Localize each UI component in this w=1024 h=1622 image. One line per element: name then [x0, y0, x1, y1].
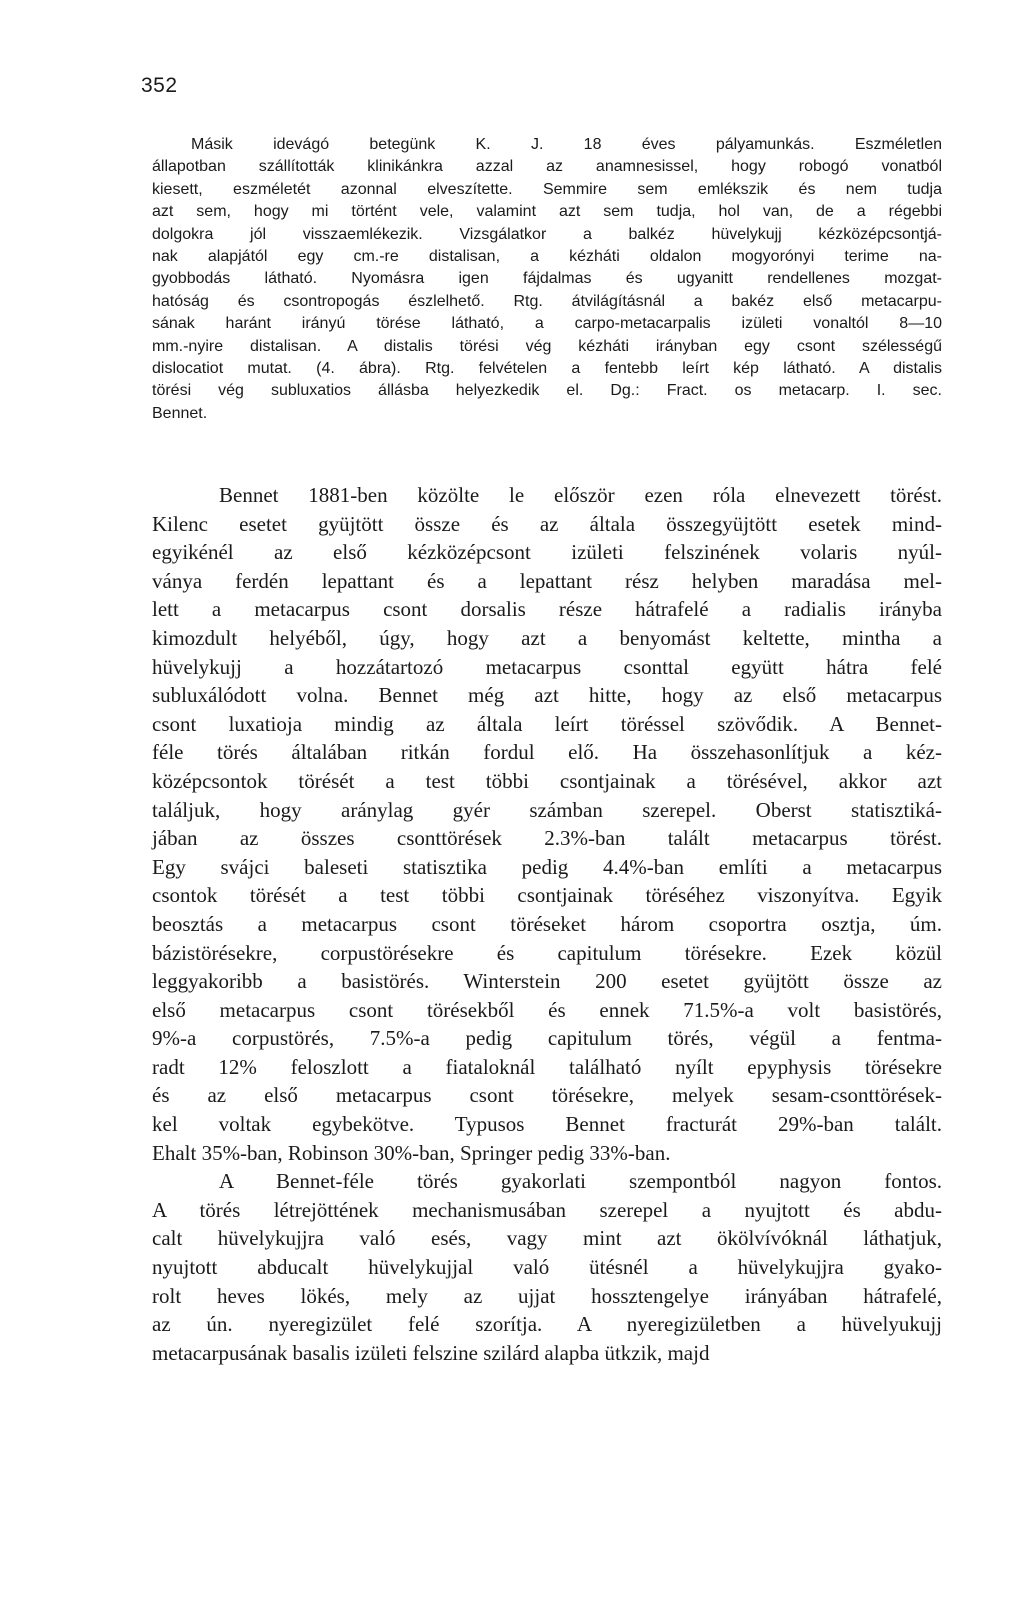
- paragraph-line: az ún. nyeregizület felé szorítja. A nyeregizületben a hüvelyukujj: [152, 1312, 942, 1337]
- case-report-line: gyobbodás látható. Nyomásra igen fájdalmas és ugyanitt rendellenes mozgat-: [152, 270, 942, 288]
- paragraph-line: subluxálódott volna. Bennet még azt hitte, hogy az első metacarpus: [152, 683, 942, 708]
- paragraph-line: ványa ferdén lepattant és a lepattant rész helyben maradása mel-: [152, 568, 942, 593]
- paragraph-line: radt 12% feloszlott a fiataloknál található nyílt epyphysis törésekre: [152, 1054, 942, 1079]
- paragraph-line: hüvelykujj a hozzátartozó metacarpus csonttal együtt hátra felé: [152, 654, 942, 679]
- case-report: [152, 134, 942, 425]
- paragraph-line: és az első metacarpus csont törésekre, melyek sesam-csonttörések-: [152, 1083, 942, 1108]
- case-report-line: kiesett, eszméletét azonnal elveszítette. Semmire sem emlékszik és nem tudja: [152, 180, 942, 198]
- body-text: [152, 481, 942, 1367]
- paragraph-line: találjuk, hogy aránylag gyér számban szerepel. Oberst statisztiká-: [152, 797, 942, 822]
- paragraph-line: első metacarpus csont törésekből és ennek 71.5%-a volt basistörés,: [152, 997, 942, 1022]
- case-report-line: dolgokra jól visszaemlékezik. Vizsgálatkor a balkéz hüvelykujj kézközépcsontjá-: [152, 225, 942, 243]
- paragraph: [152, 481, 942, 1167]
- paragraph-line: kimozdult helyéből, úgy, hogy azt a benyomást keltette, mintha a: [152, 625, 942, 650]
- paragraph: [152, 1167, 942, 1367]
- paragraph-line: féle törés általában ritkán fordul elő. Ha összehasonlítjuk a kéz-: [152, 740, 942, 765]
- case-report-line: nak alapjától egy cm.-re distalisan, a kézháti oldalon mogyorónyi terime na-: [152, 247, 942, 265]
- paragraph-line: leggyakoribb a basistörés. Winterstein 200 esetet gyüjtött össze az: [152, 969, 942, 994]
- paragraph-line: jában az összes csonttörések 2.3%-ban talált metacarpus törést.: [152, 826, 942, 851]
- paragraph-line: nyujtott abducalt hüvelykujjal való ütésnél a hüvelykujjra gyako-: [152, 1255, 942, 1280]
- paragraph-line: rolt heves lökés, mely az ujjat hossztengelye irányában hátrafelé,: [152, 1283, 942, 1308]
- paragraph-line: A törés létrejöttének mechanismusában szerepel a nyujtott és abdu-: [152, 1197, 942, 1222]
- case-report-line: mm.-nyire distalisan. A distalis törési vég kézháti irányban egy csont szélességű: [152, 337, 942, 355]
- case-report-line: Másik idevágó betegünk K. J. 18 éves pályamunkás. Eszméletlen: [191, 136, 942, 153]
- paragraph-line: metacarpusának basalis izületi felszine szilárd alapba ütkzik, majd: [152, 1340, 710, 1365]
- paragraph-line: Ehalt 35%-ban, Robinson 30%-ban, Springer pedig 33%-ban.: [152, 1140, 671, 1165]
- paragraph-line: A Bennet-féle törés gyakorlati szempontból nagyon fontos.: [219, 1169, 942, 1194]
- case-report-line: hatóság és csontropogás észlelhető. Rtg. átvilágításnál a bakéz első metacarpu-: [152, 292, 942, 310]
- paragraph-line: csontok törését a test többi csontjainak töréséhez viszonyítva. Egyik: [152, 883, 942, 908]
- paragraph-line: egyikénél az első kézközépcsont izületi felszinének volaris nyúl-: [152, 540, 942, 565]
- paragraph-line: Kilenc esetet gyüjtött össze és az általa összegyüjtött esetek mind-: [152, 511, 942, 536]
- paragraph-line: beosztás a metacarpus csont töréseket három csoportra osztja, úm.: [152, 911, 942, 936]
- case-report-line: dislocatiot mutat. (4. ábra). Rtg. felvételen a fentebb leírt kép látható. A distalis: [152, 359, 942, 377]
- case-report-line: Bennet.: [152, 404, 208, 422]
- paragraph-line: bázistörésekre, corpustörésekre és capitulum törésekre. Ezek közül: [152, 940, 942, 965]
- paragraph-line: csont luxatioja mindig az általa leírt töréssel szövődik. A Bennet-: [152, 711, 942, 736]
- paragraph-line: lett a metacarpus csont dorsalis része hátrafelé a radialis irányba: [152, 597, 942, 622]
- paragraph-line: középcsontok törését a test többi csontjainak a törésével, akkor azt: [152, 768, 942, 793]
- case-report-line: azt sem, hogy mi történt vele, valamint azt sem tudja, hol van, de a régebbi: [152, 203, 942, 221]
- paragraph-line: calt hüvelykujjra való esés, vagy mint azt ökölvívóknál láthatjuk,: [152, 1226, 942, 1251]
- paragraph-line: Bennet 1881-ben közölte le először ezen róla elnevezett törést.: [219, 483, 942, 507]
- page-number: 352: [141, 74, 178, 97]
- paragraph-line: Egy svájci baleseti statisztika pedig 4.4%-ban említi a metacarpus: [152, 854, 942, 879]
- paragraph-line: kel voltak egybekötve. Typusos Bennet fracturát 29%-ban talált.: [152, 1112, 942, 1137]
- case-report-line: sának haránt irányú törése látható, a carpo-metacarpalis izületi vonaltól 8—10: [152, 315, 942, 333]
- paragraph-line: 9%-a corpustörés, 7.5%-a pedig capitulum törés, végül a fentma-: [152, 1026, 942, 1051]
- case-report-line: törési vég subluxatios állásba helyezkedik el. Dg.: Fract. os metacarp. I. sec.: [152, 382, 942, 400]
- case-report-line: állapotban szállították klinikánkra azzal az anamnesissel, hogy robogó vonatból: [152, 158, 942, 176]
